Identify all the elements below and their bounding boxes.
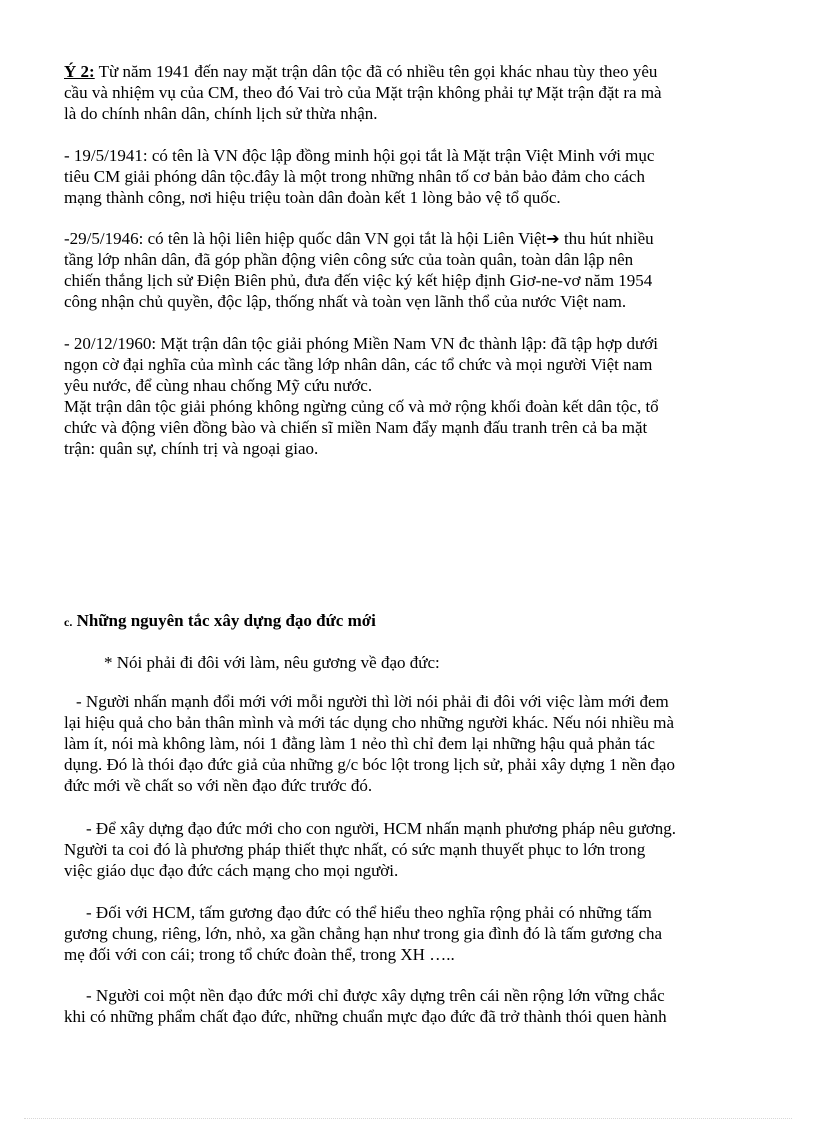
principle-paragraph-1-line-5: đức mới về chất so với nền đạo đức trước đó. (64, 776, 373, 795)
entry-1960-paragraph (64, 333, 754, 459)
principle-paragraph-4-line-1: - Người coi một nền đạo đức mới chỉ được xây dựng trên cái nền rộng lớn vững chắc (86, 986, 665, 1005)
principle-paragraph-3-line-3: mẹ đối với con cái; trong tổ chức đoàn thể, trong XH ….. (64, 945, 455, 964)
entry-1946-line-3: chiến thắng lịch sử Điện Biên phủ, đưa đến việc ký kết hiệp định Giơ-ne-vơ năm 1954 (64, 271, 653, 290)
principle-paragraph-3-line-1: - Đối với HCM, tấm gương đạo đức có thể hiểu theo nghĩa rộng phải có những tấm (86, 903, 652, 922)
principle-paragraph-4 (64, 985, 754, 1027)
entry-1960-line-6: trận: quân sự, chính trị và ngoại giao. (64, 439, 319, 458)
right-arrow-icon: ➔ (546, 229, 560, 248)
entry-1946-paragraph (64, 228, 754, 312)
section-y2-line-3: là do chính nhân dân, chính lịch sử thừa nhận. (64, 104, 378, 123)
entry-1946-line-1-tail: thu hút nhiều (559, 229, 654, 248)
principle-paragraph-3 (64, 902, 754, 965)
principle-paragraph-4-line-2: khi có những phẩm chất đạo đức, những chuẩn mực đạo đức đã trở thành thói quen hành (64, 1007, 667, 1026)
principle-paragraph-2-line-2: Người ta coi đó là phương pháp thiết thực nhất, có sức mạnh thuyết phục to lớn trong (64, 840, 646, 859)
entry-1946-line-1 (64, 228, 754, 249)
principle-paragraph-2-line-3: việc giáo dục đạo đức cách mạng cho mọi người. (64, 861, 399, 880)
section-y2-paragraph (64, 61, 754, 124)
entry-1946-line-2: tầng lớp nhân dân, đã góp phần động viên công sức của toàn quân, toàn dân lập nên (64, 250, 634, 269)
section-c-title: Những nguyên tắc xây dựng đạo đức mới (72, 611, 376, 630)
principle-paragraph-1-line-2: lại hiệu quả cho bản thân mình và mới tác dụng cho những người khác. Nếu nói nhiều mà (64, 713, 675, 732)
section-y2-line-2: cầu và nhiệm vụ của CM, theo đó Vai trò của Mặt trận không phải tự Mặt trận đặt ra mà (64, 83, 662, 102)
section-c-heading (64, 610, 754, 633)
entry-1960-line-2: ngọn cờ đại nghĩa của mình các tầng lớp nhân dân, các tổ chức và mọi người Việt nam (64, 355, 653, 374)
entry-1941-line-2: tiêu CM giải phóng dân tộc.đây là một trong những nhân tố cơ bản bảo đảm cho cách (64, 167, 645, 186)
section-y2-line-1 (64, 61, 754, 82)
principle-paragraph-2 (64, 818, 754, 881)
principle-paragraph-1 (64, 691, 754, 796)
section-y2-label: Ý 2: (64, 62, 95, 81)
entry-1960-line-1: - 20/12/1960: Mặt trận dân tộc giải phóng Miền Nam VN đc thành lập: đã tập hợp dưới (64, 334, 658, 353)
entry-1960-line-5: chức và động viên đồng bào và chiến sĩ miền Nam đẩy mạnh đấu tranh trên cả ba mặt (64, 418, 648, 437)
entry-1941-paragraph (64, 145, 754, 208)
principle-paragraph-3-line-2: gương chung, riêng, lớn, nhỏ, xa gần chẳng hạn như trong gia đình đó là tấm gương cha (64, 924, 663, 943)
principle-paragraph-1-line-3: làm ít, nói mà không làm, nói 1 đằng làm 1 nẻo thì chỉ đem lại những hậu quả phản tác (64, 734, 655, 753)
principle-heading-text: * Nói phải đi đôi với làm, nêu gương về đạo đức: (104, 653, 440, 672)
principle-heading (104, 652, 754, 673)
section-y2-intro-text: Từ năm 1941 đến nay mặt trận dân tộc đã có nhiều tên gọi khác nhau tùy theo yêu (94, 62, 658, 81)
entry-1941-line-1: - 19/5/1941: có tên là VN độc lập đồng minh hội gọi tắt là Mặt trận Việt Minh với mục (64, 146, 655, 165)
entry-1960-line-4: Mặt trận dân tộc giải phóng không ngừng củng cố và mở rộng khối đoàn kết dân tộc, tổ (64, 397, 659, 416)
entry-1941-line-3: mạng thành công, nơi hiệu triệu toàn dân đoàn kết 1 lòng bảo vệ tổ quốc. (64, 188, 561, 207)
page-bottom-rule (24, 1118, 792, 1119)
principle-paragraph-2-line-1: - Để xây dựng đạo đức mới cho con người, HCM nhấn mạnh phương pháp nêu gương. (86, 819, 677, 838)
principle-paragraph-1-line-4: dụng. Đó là thói đạo đức giả của những g/c bóc lột trong lịch sử, phải xây dựng 1 nền đạo (64, 755, 675, 774)
entry-1960-line-3: yêu nước, để cùng nhau chống Mỹ cứu nước. (64, 376, 373, 395)
entry-1946-line-4: công nhận chủ quyền, độc lập, thống nhất và toàn vẹn lãnh thổ của nước Việt nam. (64, 292, 627, 311)
section-c-marker: c. (64, 615, 73, 629)
entry-1946-line-1-text: -29/5/1946: có tên là hội liên hiệp quốc dân VN gọi tắt là hội Liên Việt (64, 229, 547, 248)
principle-paragraph-1-line-1: - Người nhấn mạnh đổi mới với mỗi người thì lời nói phải đi đôi với việc làm mới đem (76, 692, 669, 711)
